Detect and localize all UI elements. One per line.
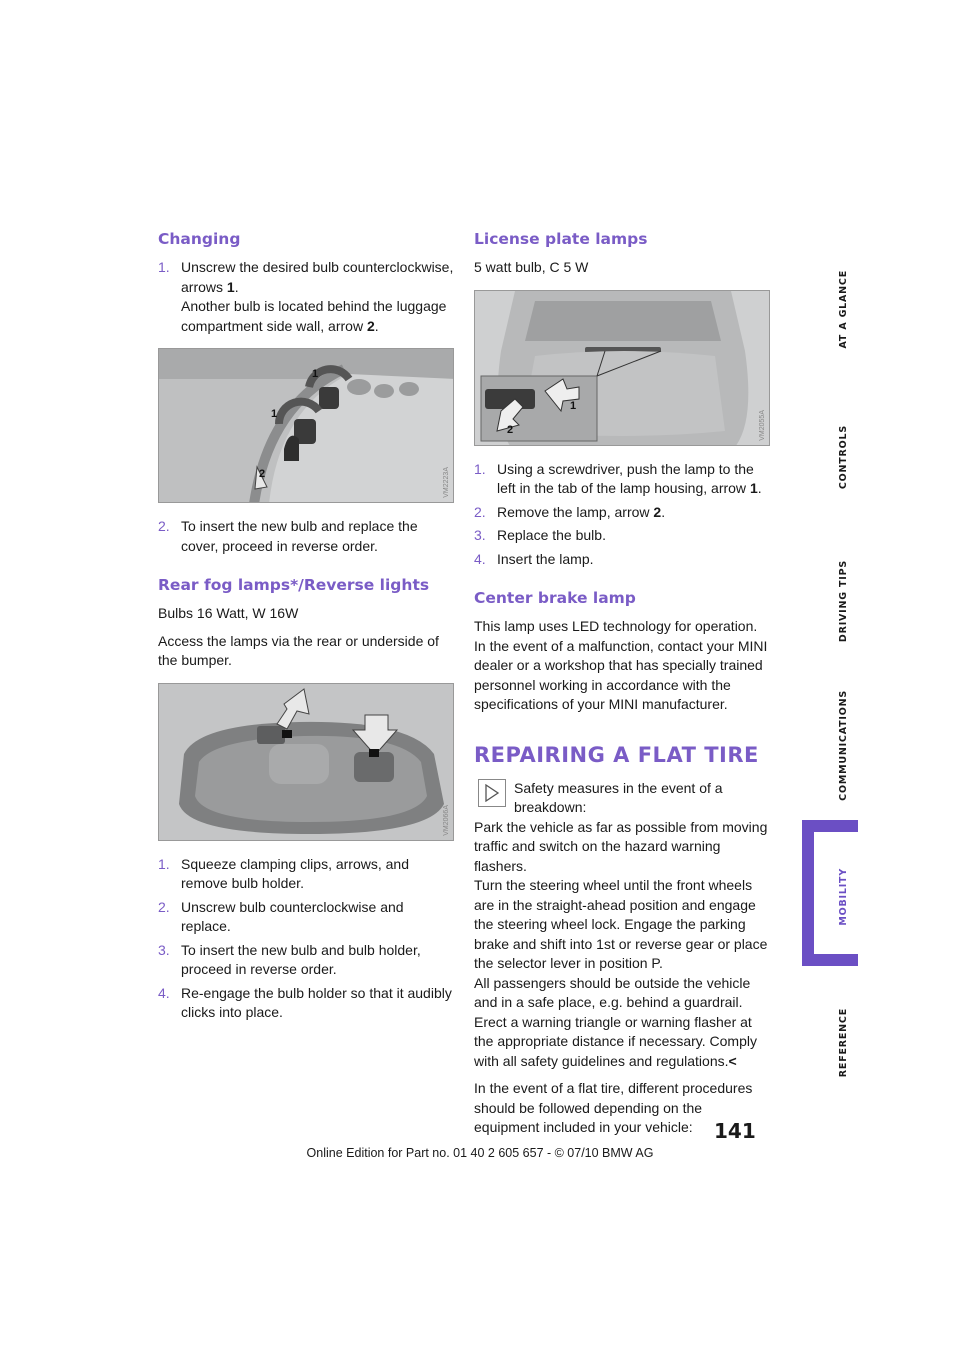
tab-controls[interactable]: CONTROLS — [838, 425, 849, 490]
list-item — [158, 855, 454, 894]
figure-code: VM2055A — [759, 409, 766, 441]
step-text-end: . — [757, 480, 762, 496]
arrow-label-1b: 1 — [271, 408, 278, 420]
note-end-marker: < — [728, 1052, 737, 1069]
arrow-ref: 1 — [749, 480, 758, 496]
arrow-label-1: 1 — [312, 368, 319, 380]
section-heading-flat-tire: REPAIRING A FLAT TIRE — [474, 742, 759, 767]
step-text-end: . — [661, 503, 666, 520]
changing-steps-2 — [158, 517, 454, 556]
note-line-text: Erect a warning triangle or warning flasher at the appropriate distance if necessary. Comply with all safety guidelines and regulations. — [474, 1013, 757, 1069]
figure-license-lamp — [474, 290, 770, 446]
tab-mobility[interactable]: MOBILITY — [838, 868, 849, 926]
fog-bulbs: Bulbs 16 Watt, W 16W — [158, 605, 299, 621]
step-text: Remove the lamp, arrow — [497, 503, 654, 520]
arrow-ref: 2 — [366, 317, 375, 334]
step-extra-text: Another bulb is located behind the luggage compartment side wall, arrow — [181, 298, 447, 334]
section-heading-fog: Rear fog lamps*/Reverse lights — [158, 576, 430, 594]
tab-at-a-glance[interactable]: AT A GLANCE — [838, 270, 849, 349]
step-text: Insert the lamp. — [497, 550, 594, 567]
section-heading-center-brake: Center brake lamp — [474, 589, 636, 607]
figure-fog-lamp — [158, 683, 454, 841]
step-text-end: . — [234, 278, 239, 295]
note-icon — [478, 779, 506, 807]
step-text: Re-engage the bulb holder so that it audibly clicks into place. — [181, 984, 452, 1020]
list-item — [474, 503, 770, 523]
list-item — [158, 517, 454, 556]
license-bulb: 5 watt bulb, C 5 W — [474, 259, 589, 275]
flat-tire-text: In the event of a flat tire, different procedures should be followed depending on the equipment included in your vehicle: — [474, 1080, 753, 1135]
note-line: All passengers should be outside the vehicle and in a safe place, e.g. behind a guardrail. — [474, 974, 751, 1010]
note-line-last — [474, 1013, 770, 1072]
figure-code: VM2223A — [443, 467, 450, 498]
step-number: 2. — [158, 518, 170, 534]
list-item — [158, 941, 454, 980]
step-number: 2. — [158, 898, 170, 915]
fog-steps — [158, 855, 454, 1023]
list-item — [158, 984, 454, 1023]
arrow-ref: 2 — [653, 503, 662, 520]
tab-communications[interactable]: COMMUNICATIONS — [838, 690, 849, 801]
bulb-illustration — [159, 349, 454, 503]
fog-access: Access the lamps via the rear or underside of the bumper. — [158, 632, 439, 668]
left-column — [158, 228, 454, 1033]
step-number: 3. — [474, 527, 486, 543]
arrow-label-1: 1 — [570, 399, 577, 412]
list-item — [158, 258, 454, 336]
license-lamp-illustration — [475, 291, 770, 446]
safety-note — [474, 779, 770, 1072]
fog-lamp-illustration — [159, 684, 454, 841]
step-text: Unscrew the desired bulb counterclockwise, arrows — [181, 259, 454, 295]
list-item — [474, 460, 770, 499]
step-text: Replace the bulb. — [497, 527, 606, 543]
note-line: Park the vehicle as far as possible from moving traffic and switch on the hazard warning flashers. — [474, 818, 768, 874]
figure-bulb-changing — [158, 348, 454, 503]
right-column — [474, 228, 770, 1146]
section-heading-changing: Changing — [158, 230, 241, 248]
tab-driving-tips[interactable]: DRIVING TIPS — [838, 560, 849, 643]
section-heading-license: License plate lamps — [474, 230, 648, 248]
center-brake-text: This lamp uses LED technology for operation. In the event of a malfunction, contact your MINI dealer or a workshop that has specially trained personnel working in accordance with the specifications of your MINI manufacturer. — [474, 618, 768, 712]
step-number: 2. — [474, 503, 486, 520]
step-number: 1. — [158, 259, 170, 275]
changing-steps — [158, 258, 454, 336]
step-extra-end: . — [374, 317, 379, 334]
arrow-label-2: 2 — [259, 468, 266, 480]
note-intro: Safety measures in the event of a breakdown: — [514, 779, 723, 815]
step-number: 3. — [158, 941, 170, 958]
footer: Online Edition for Part no. 01 40 2 605 657 - © 07/10 BMW AG — [306, 1146, 654, 1160]
step-number: 1. — [474, 460, 486, 477]
step-text: To insert the new bulb and bulb holder, proceed in reverse order. — [181, 941, 421, 977]
list-item — [474, 550, 770, 570]
note-line: Turn the steering wheel until the front wheels are in the straight-ahead position and engage the steering wheel lock. Engage the parking brake and shift into 1st or reverse gear or place the selector lever in position P. — [474, 877, 768, 971]
step-text: Unscrew bulb counterclockwise and replace. — [181, 898, 404, 934]
figure-code: VM2066A — [443, 804, 450, 836]
step-text: To insert the new bulb and replace the cover, proceed in reverse order. — [181, 518, 418, 554]
step-number: 1. — [158, 855, 170, 872]
step-text: Squeeze clamping clips, arrows, and remove bulb holder. — [181, 855, 410, 891]
license-steps — [474, 460, 770, 570]
arrow-label-2: 2 — [507, 423, 514, 436]
step-number: 4. — [474, 550, 486, 567]
tab-reference[interactable]: REFERENCE — [838, 1008, 849, 1078]
page-number: 141 — [714, 1119, 756, 1143]
triangle-pointer-icon — [484, 784, 500, 802]
arrow-ref: 1 — [226, 278, 235, 295]
list-item — [474, 526, 770, 546]
step-number: 4. — [158, 984, 170, 1001]
step-text: Using a screwdriver, push the lamp to the left in the tab of the lamp housing, arrow — [497, 460, 754, 496]
list-item — [158, 898, 454, 937]
